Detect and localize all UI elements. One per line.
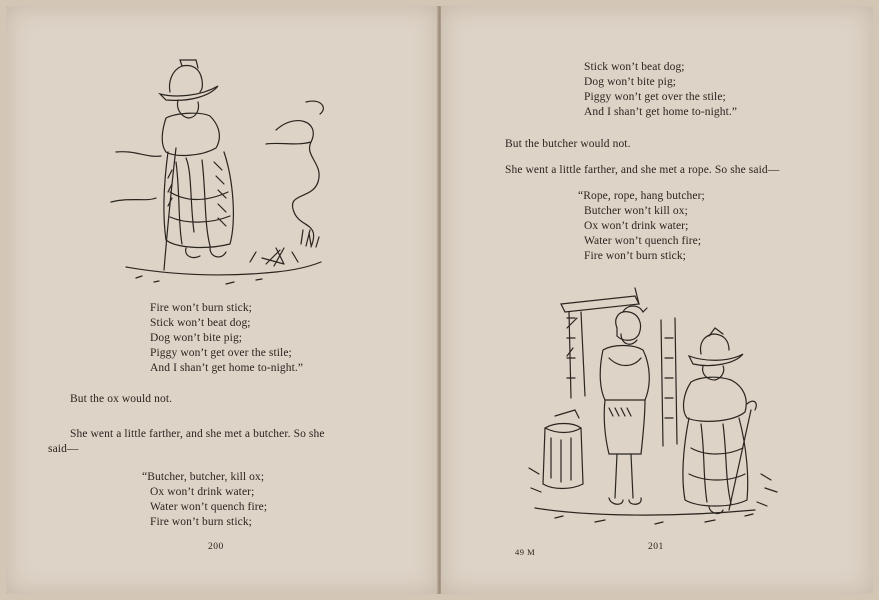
left-verse-2-line: “Butcher, butcher, kill ox;: [142, 471, 265, 483]
left-paragraph-2-line-2: said—: [48, 443, 79, 455]
right-verse-1-line: Stick won’t beat dog;: [584, 61, 685, 73]
right-verse-1-line: Dog won’t bite pig;: [584, 76, 677, 88]
left-paragraph-1: But the ox would not.: [70, 393, 173, 405]
left-paragraph-2-line-1: She went a little farther, and she met a butcher. So she: [70, 428, 325, 440]
left-verse-2-line: Ox won’t drink water;: [150, 486, 255, 498]
butcher-and-old-woman-illustration: [525, 278, 795, 538]
left-verse-1-line: Fire won’t burn stick;: [150, 302, 252, 314]
left-verse-2-line: Water won’t quench fire;: [150, 501, 268, 513]
right-verse-2-line: Butcher won’t kill ox;: [584, 205, 688, 217]
right-page: [441, 6, 873, 594]
right-page-number: 201: [648, 542, 664, 552]
right-verse-1-line: And I shan’t get home to-night.”: [584, 106, 738, 118]
left-verse-1-line: Piggy won’t get over the stile;: [150, 347, 292, 359]
right-paragraph-2: She went a little farther, and she met a rope. So she said—: [505, 164, 780, 176]
left-page: [6, 6, 438, 594]
left-verse-1-line: Dog won’t bite pig;: [150, 332, 243, 344]
left-verse-1-line: And I shan’t get home to-night.”: [150, 362, 304, 374]
right-verse-2-line: Ox won’t drink water;: [584, 220, 689, 232]
right-verse-2-line: “Rope, rope, hang butcher;: [578, 190, 705, 202]
signature-mark: 49 M: [515, 547, 536, 557]
left-page-number: 200: [208, 542, 224, 552]
right-verse-2-line: Water won’t quench fire;: [584, 235, 702, 247]
right-verse-1-line: Piggy won’t get over the stile;: [584, 91, 726, 103]
left-verse-2-line: Fire won’t burn stick;: [150, 516, 252, 528]
right-paragraph-1: But the butcher would not.: [505, 138, 631, 150]
old-woman-illustration: [106, 52, 341, 292]
right-verse-2-line: Fire won’t burn stick;: [584, 250, 686, 262]
left-verse-1-line: Stick won’t beat dog;: [150, 317, 251, 329]
